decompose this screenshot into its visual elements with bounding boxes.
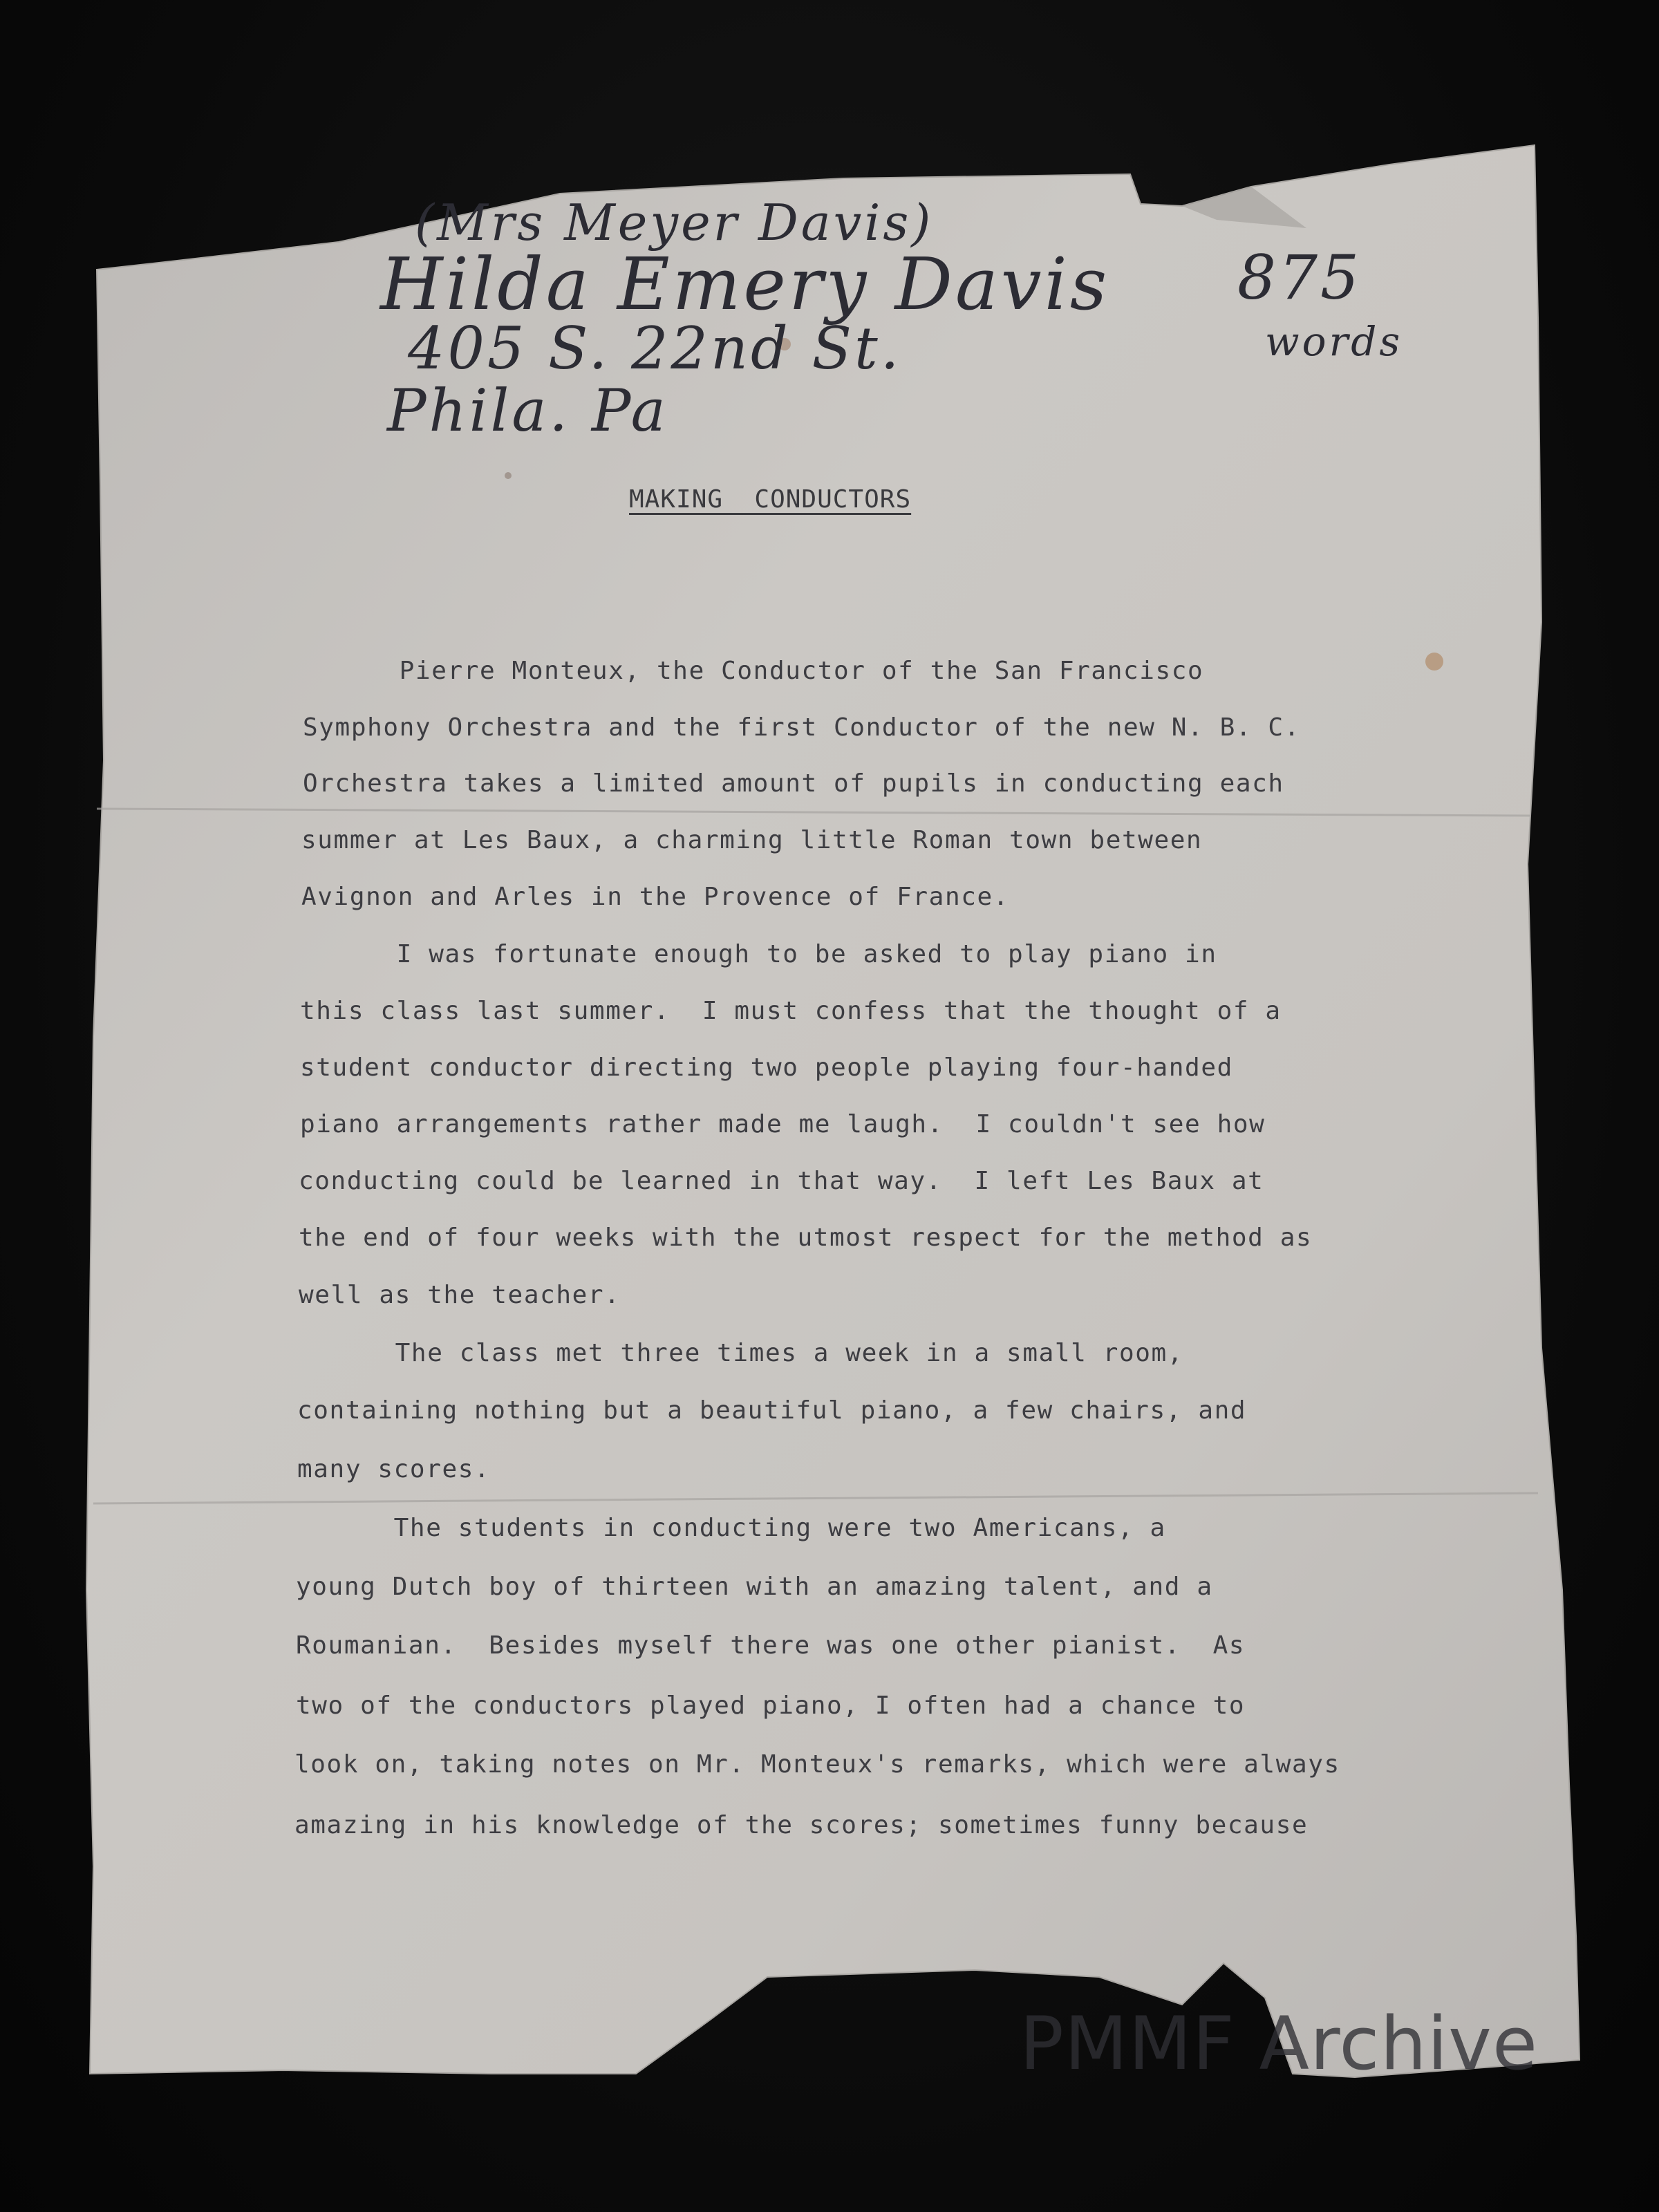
typed-line: young Dutch boy of thirteen with an amazing talent, and a (296, 1573, 1213, 1601)
typed-line: I was fortunate enough to be asked to play piano in (300, 940, 1217, 968)
typed-line: Pierre Monteux, the Conductor of the San Francisco (303, 657, 1204, 685)
typed-line: The students in conducting were two Americans, a (297, 1514, 1166, 1542)
handwritten-address-street: 405 S. 22nd St. (408, 315, 902, 382)
typed-line: student conductor directing two people playing four-handed (300, 1053, 1233, 1082)
handwritten-word-count-unit: words (1265, 318, 1403, 365)
document-title: MAKING CONDUCTORS (629, 485, 912, 514)
typed-line: summer at Les Baux, a charming little Roman town between (301, 826, 1203, 854)
typed-line: two of the conductors played piano, I often had a chance to (296, 1691, 1246, 1720)
typed-line: Symphony Orchestra and the first Conductor of the new N. B. C. (303, 713, 1300, 742)
typed-line: Orchestra takes a limited amount of pupils in conducting each (303, 769, 1284, 798)
archive-watermark: PMMF Archive (1020, 2001, 1539, 2086)
letter-content (76, 138, 1583, 2088)
typed-line: well as the teacher. (299, 1281, 621, 1309)
typed-line: amazing in his knowledge of the scores; sometimes funny because (294, 1811, 1309, 1839)
handwritten-note-mrs: (Mrs Meyer Davis) (415, 194, 934, 252)
typed-line: look on, taking notes on Mr. Monteux's remarks, which were always (294, 1750, 1340, 1779)
typed-line: conducting could be learned in that way. I left Les Baux at (299, 1167, 1264, 1195)
typed-line: The class met three times a week in a small room, (299, 1339, 1184, 1367)
typed-line: Roumanian. Besides myself there was one other pianist. As (296, 1631, 1246, 1660)
handwritten-address-city: Phila. Pa (387, 377, 668, 444)
typed-line: the end of four weeks with the utmost respect for the method as (299, 1224, 1313, 1252)
typed-line: this class last summer. I must confess that the thought of a (300, 997, 1282, 1025)
typed-line: many scores. (297, 1455, 491, 1483)
handwritten-word-count: 875 (1237, 242, 1362, 313)
typed-line: Avignon and Arles in the Provence of France. (301, 883, 1010, 911)
typed-line: piano arrangements rather made me laugh. I couldn't see how (300, 1110, 1266, 1138)
typed-line: containing nothing but a beautiful piano, a few chairs, and (297, 1396, 1247, 1425)
letter-page (76, 138, 1583, 2088)
handwritten-author-name: Hilda Emery Davis (380, 242, 1110, 326)
